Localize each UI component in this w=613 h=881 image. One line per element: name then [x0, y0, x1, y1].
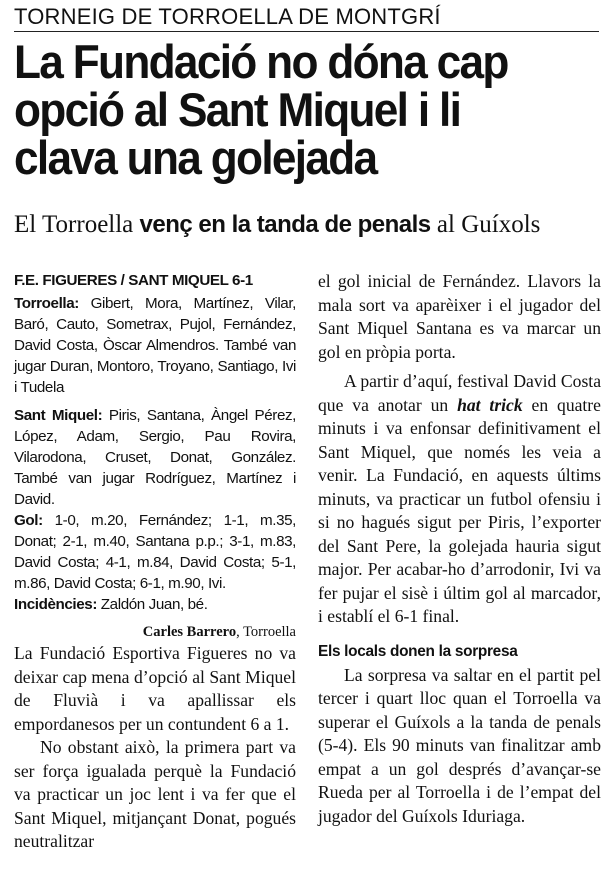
subhead-part: al Guíxols	[430, 211, 541, 238]
incidents	[14, 594, 296, 615]
subheadline	[14, 210, 609, 240]
article-body-right	[318, 270, 601, 828]
goals-text: 1-0, m.20, Fernández; 1-1, m.35, Donat; 2-1, m.40, Santana p.p.; 3-1, m.83, David Costa; 4-1, m.84, David Costa; 5-1, m.86, David Costa; 6-1, m.90, Ivi.	[14, 512, 296, 592]
body-paragraph: el gol inicial de Fernández. Llavors la mala sort va aparèixer i el jugador del Sant Miquel Santana es va marcar un gol en pròpia porta.	[318, 271, 601, 362]
goals	[14, 510, 296, 594]
headline-line: clava una golejada	[14, 131, 377, 184]
body-text: A partir d’aquí, festival David Costa que va anotar un	[318, 371, 601, 415]
section-kicker: TORNEIG DE TORROELLA DE MONTGRÍ	[14, 4, 599, 32]
lineup-torroella	[14, 293, 296, 398]
body-paragraph: No obstant això, la primera part va ser força igualada perquè la Fundació va practicar un joc lent i va fer que el Sant Miquel, mitjançant Donat, pogués neutralitzar	[14, 737, 296, 851]
lineup-text: Piris, Santana, Àngel Pérez, López, Adam, Sergio, Pau Rovira, Vilarodona, Cruset, Donat, González. També van jugar Rodríguez, Martínez i David.	[14, 407, 296, 508]
lineup-sant-miquel	[14, 405, 296, 510]
body-paragraph	[318, 370, 601, 629]
article-subtitle: Els locals donen la sorpresa	[318, 642, 518, 660]
incidents-label: Incidències:	[14, 596, 97, 613]
goals-label: Gol:	[14, 512, 43, 529]
subhead-part: El Torroella	[14, 211, 140, 238]
headline-line: La Fundació no dóna cap	[14, 35, 508, 88]
byline-author: Carles Barrero	[142, 624, 237, 640]
match-datasheet	[14, 270, 296, 615]
lineup-text: Gibert, Mora, Martínez, Vilar, Baró, Cauto, Sometrax, Pujol, Fernández, David Costa, Òscar Almendros. També van jugar Duran, Montoro, Troyano, Santiago, Ivi i Tudela	[14, 295, 296, 396]
article-body-left	[14, 642, 296, 854]
headline-line: opció al Sant Miquel i li	[14, 83, 461, 136]
lineup-label: Torroella:	[14, 295, 79, 312]
byline-place: , Torroella	[236, 624, 296, 640]
body-italic: hat trick	[457, 394, 523, 415]
lineup-label: Sant Miquel:	[14, 407, 103, 424]
body-text: en quatre minuts i va enfonsar definitivament el Sant Miquel, que només les veia a venir. La Fundació, en aquests últims minuts, va practicar un futbol ofensiu i si no hagués sigut per Piris, l’exporter del Sant Pere, la golejada hauria sigut major. Per acabar-ho d’arrodonir, Ivi va fer pujar el sisè i últim gol al marcador, i establí el 6-1 final.	[318, 394, 601, 626]
body-paragraph: La sorpresa va saltar en el partit pel tercer i quart lloc quan el Torroella va superar el Guíxols a la tanda de penals (5-4). Els 90 minuts van finalitzar amb empat a un gol després d’avançar-se Rueda per al Torroella i de l’empat del jugador del Guíxols Iduriaga.	[318, 664, 601, 826]
incidents-text: Zaldón Juan, bé.	[96, 596, 208, 613]
match-result: F.E. FIGUERES / SANT MIQUEL 6-1	[14, 272, 253, 289]
subhead-emphasis: venç en la tanda de penals	[139, 211, 431, 238]
headline	[14, 35, 569, 184]
body-paragraph: La Fundació Esportiva Figueres no va deixar cap mena d’opció al Sant Miquel de Fluvià i va apallissar els empordanesos per un contundent 6 a 1.	[14, 643, 296, 734]
byline	[14, 622, 296, 642]
